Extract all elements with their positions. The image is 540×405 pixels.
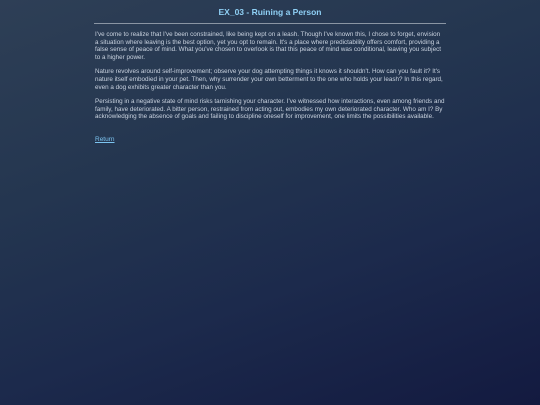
title-divider — [94, 23, 446, 24]
paragraph-3: Persisting in a negative state of mind risks tarnishing your character. I've witnessed how interactions, even among friends and family, have deteriorated. A bitter person, restrained from acting out, embodies my own deteriorated character. Who am I? By acknowledging the absence of goals and failing to discipline oneself for improvement, one limits the possibilities available. — [95, 98, 445, 121]
paragraph-2: Nature revolves around self-improvement; observe your dog attempting things it knows it shouldn't. How can you fault it? It's nature itself embodied in your pet. Then, why surrender your own betterment to the one who holds your leash? In this regard, even a dog exhibits greater character than you. — [95, 68, 443, 91]
page-title: EX_03 - Ruining a Person — [218, 7, 322, 17]
article-body — [95, 31, 445, 146]
paragraph-1: I've come to realize that I've been constrained, like being kept on a leash. Though I've known this, I chose to forget, envision a situation where leaving is the best option, yet you opt to remain. It's a place where predictability offers comfort, providing a false sense of peace of mind. What you've chosen to overlook is that this peace of mind was conditional, leaving you subject to a higher power. — [95, 31, 441, 61]
return-link[interactable]: Return — [95, 135, 115, 143]
